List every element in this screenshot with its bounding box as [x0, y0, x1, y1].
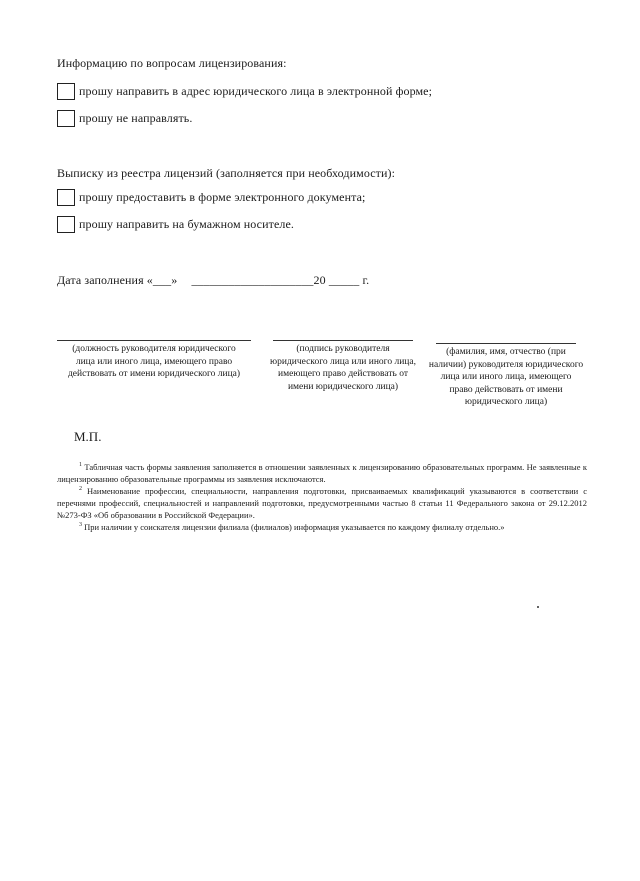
- full-name-signature-line[interactable]: [436, 343, 576, 344]
- stamp-place-label: М.П.: [74, 429, 102, 444]
- checkbox[interactable]: [57, 216, 75, 233]
- full-name-caption: (фамилия, имя, отчество (при наличии) руководителя юридического лица или иного лица, имеющего право действовать от имени юридического лица): [428, 347, 584, 407]
- footnote-1: [57, 461, 587, 485]
- footnote-3: [57, 521, 587, 533]
- option-label: прошу предоставить в форме электронного документа;: [79, 190, 366, 204]
- fill-date-year-blank[interactable]: _____: [328, 273, 360, 287]
- stray-mark: [537, 606, 539, 608]
- license-info-option-electronic[interactable]: [57, 83, 432, 100]
- signature-line[interactable]: [273, 340, 413, 341]
- footnote-mark: 2: [79, 486, 82, 493]
- position-signature-line[interactable]: [57, 340, 251, 341]
- footnote-mark: 1: [79, 462, 82, 469]
- register-extract-option-paper[interactable]: [57, 216, 294, 233]
- footnote-2: [57, 485, 587, 521]
- footnotes: [57, 461, 587, 533]
- footnote-mark: 3: [79, 522, 82, 529]
- footnote-text: При наличии у соискателя лицензии филиала (филиалов) информация указывается по каждому филиалу отдельно.»: [84, 522, 505, 532]
- footnote-text: Наименование профессии, специальности, направления подготовки, присваиваемых квалификаций указываются в соответствии с перечнями профессий, специальностей и направлений подготовки, предусмотренными частью 8 статьи 11 Федерального закона от 29.12.2012 №273-ФЗ «Об образовании в Российской Федерации».: [57, 486, 587, 520]
- register-extract-heading: Выписку из реестра лицензий (заполняется при необходимости):: [57, 166, 396, 180]
- checkbox[interactable]: [57, 83, 75, 100]
- fill-date-month-blank[interactable]: ____________________: [191, 273, 314, 287]
- signature-caption: (подпись руководителя юридического лица или иного лица, имеющего право действовать от имени юридического лица): [270, 344, 416, 392]
- checkbox[interactable]: [57, 189, 75, 206]
- fill-date-label: Дата заполнения «___»: [57, 273, 178, 287]
- option-label: прошу не направлять.: [79, 111, 193, 125]
- license-info-heading: Информацию по вопросам лицензирования:: [57, 56, 287, 70]
- fill-date-year-suffix: г.: [362, 273, 370, 287]
- register-extract-option-electronic[interactable]: [57, 189, 365, 206]
- option-label: прошу направить в адрес юридического лица в электронной форме;: [79, 84, 433, 98]
- license-info-option-none[interactable]: [57, 110, 192, 127]
- fill-date-year-prefix: 20: [313, 273, 326, 287]
- position-caption: (должность руководителя юридического лица или иного лица, имеющего право действовать от имени юридического лица): [67, 344, 241, 379]
- footnote-text: Табличная часть формы заявления заполняется в отношении заявленных к лицензированию образовательных программ. Не заявленные к лицензированию образовательные программы из заявления исключаются.: [57, 462, 588, 484]
- checkbox[interactable]: [57, 110, 75, 127]
- option-label: прошу направить на бумажном носителе.: [79, 217, 295, 231]
- fill-date-row: [57, 273, 369, 288]
